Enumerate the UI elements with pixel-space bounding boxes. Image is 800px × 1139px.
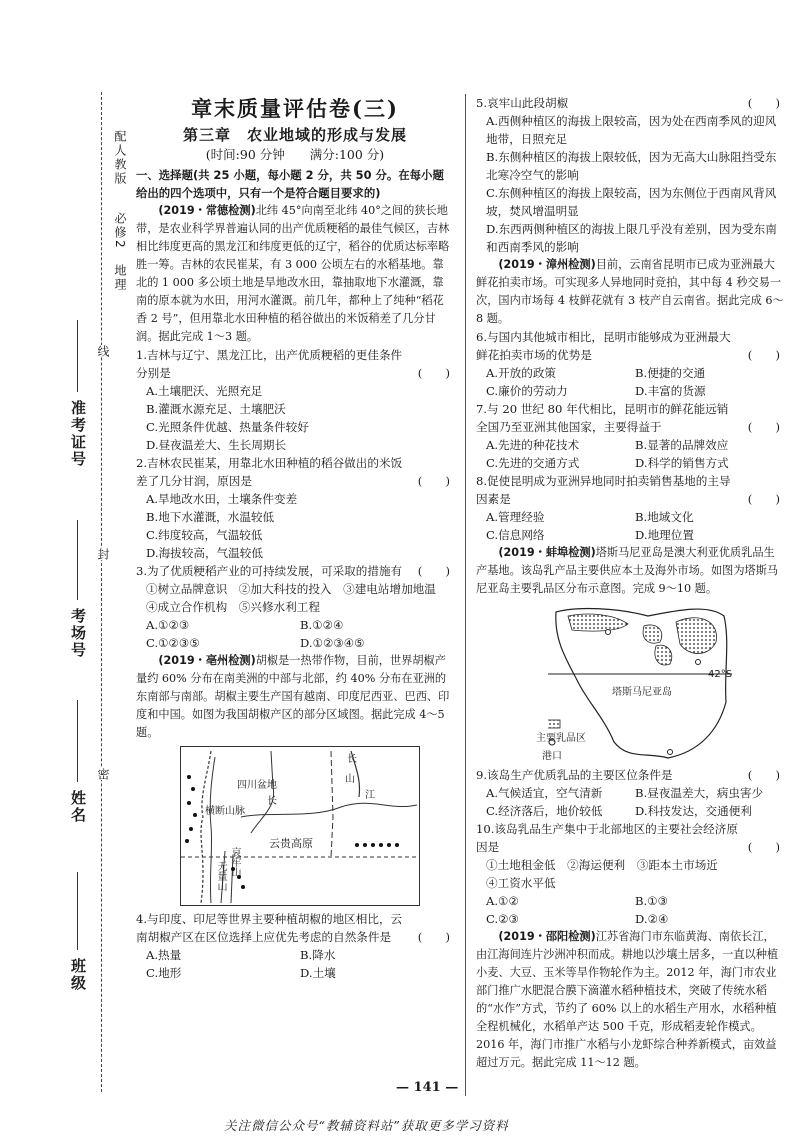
- label-shan: 山: [345, 774, 355, 785]
- label-chang: 长: [267, 796, 277, 807]
- seal-line: [101, 92, 102, 1092]
- option[interactable]: D.丰富的货源: [635, 384, 706, 398]
- option-row: [476, 784, 784, 802]
- answer-paren[interactable]: ( ): [417, 930, 450, 944]
- question-5: [476, 94, 784, 112]
- option[interactable]: C.地形: [146, 966, 182, 980]
- option[interactable]: C.②③: [486, 912, 519, 926]
- material-4-source: (2019・蚌埠检测): [498, 546, 596, 559]
- pepper-region-map: [180, 746, 420, 906]
- option[interactable]: C.信息网络: [486, 528, 545, 542]
- label-hengduan: 横断山脉: [205, 806, 245, 817]
- option[interactable]: C.廉价的劳动力: [486, 384, 568, 398]
- option-row: [136, 964, 454, 982]
- option[interactable]: A.热量: [146, 948, 182, 962]
- name-line[interactable]: [77, 700, 78, 782]
- option[interactable]: B.昼夜温差大，病虫害少: [635, 786, 764, 800]
- question-10-stem: 10.该岛乳品生产集中于北部地区的主要社会经济原因是: [476, 822, 738, 854]
- option[interactable]: C.经济落后，地价较低: [486, 804, 603, 818]
- binding-strip: [0, 0, 128, 1139]
- material-3: [476, 256, 784, 328]
- option[interactable]: A.旱地改水田，土壤条件变差: [146, 492, 298, 506]
- option-row: [476, 526, 784, 544]
- label-wuliang: 无量山: [215, 861, 226, 891]
- option[interactable]: A.气候适宜，空气清新: [486, 786, 603, 800]
- option[interactable]: B.东侧种植区的海拔上限较低，因为无高大山脉阻挡受东北寒冷空气的影响: [486, 150, 777, 182]
- question-9: [476, 766, 784, 784]
- label-basin: 四川盆地: [237, 780, 277, 791]
- legend-port: 港口: [542, 751, 562, 762]
- question-4-stem: 4.与印度、印尼等世界主要种植胡椒的地区相比，云南胡椒产区在区位选择上应优先考虑的自然条件是: [136, 912, 403, 944]
- option[interactable]: B.降水: [300, 948, 336, 962]
- option[interactable]: D.②④: [635, 912, 669, 926]
- answer-paren[interactable]: ( ): [747, 768, 780, 782]
- option[interactable]: B.地下水灌溉，水温较低: [146, 510, 275, 524]
- option[interactable]: A.管理经验: [486, 510, 545, 524]
- footer-note: 关注微信公众号“教辅资料站”获取更多学习资料: [224, 1118, 509, 1133]
- page-title: 章末质量评估卷(三): [191, 96, 399, 121]
- material-3-text: 目前，云南省昆明市已成为亚洲最大鲜花拍卖市场。可实现多人异地同时竞拍，其中每 4 秒交易一次，国内市场每 4 枝鲜花就有 3 枝产自云南省。据此完成 6～8 题。: [476, 258, 784, 325]
- question-4: [136, 910, 454, 946]
- option-row: [476, 364, 784, 382]
- option[interactable]: B.灌溉水源充足、土壤肥沃: [146, 402, 286, 416]
- question-3-stem: 3.为了优质粳稻产业的可持续发展，可采取的措施有: [136, 564, 403, 578]
- option[interactable]: A.先进的种花技术: [486, 438, 580, 452]
- option[interactable]: B.便捷的交通: [635, 366, 706, 380]
- room-line[interactable]: [77, 520, 78, 600]
- class-line[interactable]: [77, 872, 78, 950]
- question-10-items: ①土地租金低 ②海运便利 ③距本土市场近: [486, 858, 718, 872]
- option[interactable]: D.科技发达，交通便利: [635, 804, 752, 818]
- page-number: — 141 —: [396, 1080, 459, 1095]
- option-row: [476, 436, 784, 454]
- option[interactable]: A.①②③: [146, 618, 190, 632]
- question-6-stem: 6.与国内其他城市相比，昆明市能够成为亚洲最大鲜花拍卖市场的优势是: [476, 330, 731, 362]
- question-10-items: ④工资水平低: [486, 876, 556, 890]
- option[interactable]: B.①②④: [300, 618, 344, 632]
- material-2: [136, 652, 454, 742]
- material-1-source: (2019・常德检测): [158, 204, 256, 217]
- option[interactable]: D.东西两侧种植区的海拔上限几乎没有差别，因为受东南和西南季风的影响: [486, 222, 777, 254]
- option[interactable]: C.纬度较高，气温较低: [146, 528, 263, 542]
- option[interactable]: B.显著的品牌效应: [635, 438, 729, 452]
- option[interactable]: A.土壤肥沃、光照充足: [146, 384, 263, 398]
- room-label: 考场号: [69, 608, 87, 659]
- legend-dairy-zone: 主要乳品区: [536, 733, 586, 744]
- option-row: [136, 634, 454, 652]
- option-row: [476, 892, 784, 910]
- option[interactable]: A.西侧种植区的海拔上限较高，因为处在西南季风的迎风地带，日照充足: [486, 114, 777, 146]
- question-5-stem: 5.哀牢山此段胡椒: [476, 96, 569, 110]
- question-3: [136, 562, 454, 580]
- exam-id-line[interactable]: [77, 320, 78, 392]
- option-row: [136, 946, 454, 964]
- option-row: [476, 802, 784, 820]
- left-column: [136, 94, 454, 982]
- material-2-source: (2019・亳州检测): [158, 654, 256, 667]
- option[interactable]: C.先进的交通方式: [486, 456, 580, 470]
- answer-paren[interactable]: ( ): [747, 420, 780, 434]
- option[interactable]: D.①②③④⑤: [300, 636, 365, 650]
- question-6: [476, 328, 784, 364]
- option[interactable]: D.海拔较高，气温较低: [146, 546, 263, 560]
- section-heading-1: 一、选择题(共 25 小题，每小题 2 分，共 50 分。在每小题: [136, 168, 444, 182]
- question-8: [476, 472, 784, 508]
- material-4: [476, 544, 784, 598]
- label-latitude: 42°S: [708, 669, 733, 680]
- option[interactable]: D.土壤: [300, 966, 336, 980]
- material-1: [136, 202, 454, 346]
- material-2-text: 胡椒是一热带作物，目前，世界胡椒产量约 60% 分布在南美洲的中部与北部，约 40% 分布在亚洲的东南部与南部。胡椒主要生产国有越南、印度尼西亚、巴西、印度和中国。如图为我国胡椒产区的部分区域图。据此完成 4～5 题。: [136, 654, 450, 739]
- question-2-stem: 2.吉林农民崔某，用靠北水田种植的稻谷做出的米饭差了几分甘润，原因是: [136, 456, 403, 488]
- label-island: 塔斯马尼亚岛: [612, 687, 672, 698]
- name-label: 姓名: [69, 790, 87, 824]
- section-heading-2: 给出的四个选项中，只有一个是符合题目要求的): [136, 186, 381, 200]
- question-7: [476, 400, 784, 436]
- exam-meta: (时间:90 分钟 满分:100 分): [205, 147, 385, 162]
- option[interactable]: C.光照条件优越、热量条件较好: [146, 420, 309, 434]
- chapter-title: 第三章 农业地域的形成与发展: [182, 126, 407, 144]
- material-5-text: 江苏省海门市东临黄海、南依长江，由江海间连片沙洲冲积而成。耕地以沙壤土居多，一直以种植小麦、大豆、玉米等旱作物轮作为主。2012 年，海门市农业部门推广水肥混合膜下滴灌水稻种植技术，突破了传统水稻的“水作”方式，节约了 60% 以上的水稻生产用水，水稻种植全程机械化，水稻单产达 500 千克，形成稻麦轮作模式。2016 年，海门市推广水稻与小龙虾综合种养新模式，亩效益超过万元。据此完成 11～12 题。: [476, 930, 779, 1069]
- option[interactable]: B.①③: [635, 894, 668, 908]
- answer-paren[interactable]: ( ): [417, 564, 450, 578]
- question-7-stem: 7.与 20 世纪 80 年代相比，昆明市的鲜花能远销全国乃至亚洲其他国家，主要得益于: [476, 402, 729, 434]
- option[interactable]: A.①②: [486, 894, 519, 908]
- label-jiang: 江: [365, 790, 375, 801]
- seal-feng: 封: [96, 548, 110, 560]
- book-label: 必修2: [113, 212, 127, 250]
- column-divider: [465, 94, 466, 1096]
- question-2: [136, 454, 454, 490]
- option[interactable]: D.科学的销售方式: [635, 456, 729, 470]
- option-row: [136, 616, 454, 634]
- option[interactable]: C.东侧种植区的海拔上限较高，因为东侧位于西南风背风坡，焚风增温明显: [486, 186, 777, 218]
- option[interactable]: D.地理位置: [635, 528, 694, 542]
- material-5-source: (2019・邵阳检测): [498, 930, 596, 943]
- material-4-text: 塔斯马尼亚岛是澳大利亚优质乳品生产基地。该岛乳产品主要供应本土及海外市场。如图为塔斯马尼亚岛主要乳品区分布示意图。完成 9～10 题。: [476, 546, 779, 595]
- answer-paren[interactable]: ( ): [417, 474, 450, 488]
- option-row: [476, 508, 784, 526]
- answer-paren[interactable]: ( ): [747, 96, 780, 110]
- label-yungui: 云贵高原: [269, 837, 313, 850]
- label-ailao: 哀牢山: [229, 847, 240, 877]
- answer-paren[interactable]: ( ): [747, 348, 780, 362]
- seal-xian: 线: [96, 345, 110, 357]
- material-5: [476, 928, 784, 1072]
- right-column: [476, 94, 784, 1072]
- option[interactable]: C.①②③⑤: [146, 636, 200, 650]
- question-9-stem: 9.该岛生产优质乳品的主要区位条件是: [476, 768, 673, 782]
- label-yangtze: 长: [347, 754, 357, 765]
- class-label: 班级: [69, 958, 87, 992]
- question-10: [476, 820, 784, 856]
- question-1: [136, 346, 454, 382]
- answer-paren[interactable]: ( ): [747, 492, 780, 506]
- option-row: [476, 382, 784, 400]
- seal-mi: 密: [96, 768, 110, 780]
- option[interactable]: A.开放的政策: [486, 366, 557, 380]
- question-3-items: ①树立品牌意识 ②加大科技的投入 ③建电站增加地温 ④成立合作机构 ⑤兴修水利工程: [146, 582, 448, 614]
- option[interactable]: D.昼夜温差大、生长周期长: [146, 438, 287, 452]
- option-row: [476, 454, 784, 472]
- question-8-stem: 8.促使昆明成为亚洲异地同时拍卖销售基地的主导因素是: [476, 474, 731, 506]
- answer-paren[interactable]: ( ): [417, 366, 450, 380]
- subject-label: 地理: [113, 264, 127, 292]
- exam-id-label: 准考证号: [69, 400, 87, 468]
- question-1-stem: 1.吉林与辽宁、黑龙江比，出产优质粳稻的更佳条件分别是: [136, 348, 403, 380]
- material-3-source: (2019・漳州检测): [498, 258, 596, 271]
- edition-label: 配人教版: [113, 130, 127, 186]
- option-row: [476, 910, 784, 928]
- material-1-text: 北纬 45°向南至北纬 40°之间的狭长地带，是农业科学界普遍认同的出产优质粳稻的最佳气候区，吉林相比纬度更高的黑龙江和纬度更低的辽宁，稻谷的优质达标率略胜一筹。吉林的农民崔某，有 3 000 公顷左右的水稻基地。靠北的 1 000 多公顷土地是旱地改水田，靠抽取地下水灌溉，靠南的原本就为水田，用河水灌溉。前几年，都种上了纯种“稻花香 2 号”，但用靠北水田种植的稻谷做出的米饭稍差了几分甘润。据此完成 1～3 题。: [136, 204, 450, 343]
- tasmania-map: [536, 602, 733, 762]
- option[interactable]: B.地域文化: [635, 510, 694, 524]
- answer-paren[interactable]: ( ): [747, 840, 780, 854]
